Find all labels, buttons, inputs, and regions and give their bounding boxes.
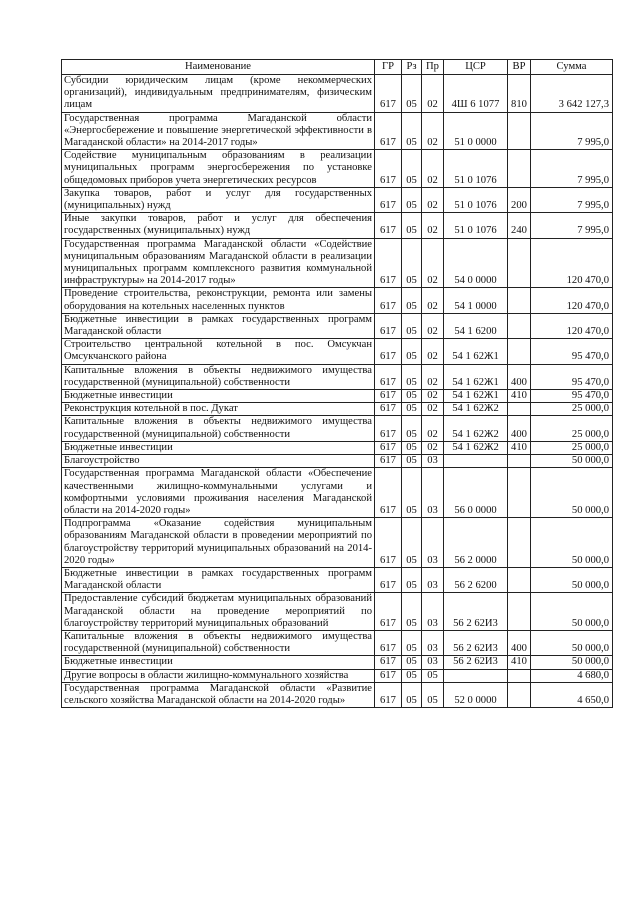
- cell-name: Капитальные вложения в объекты недвижимого имущества государственной (муниципальной) собственности: [62, 416, 375, 441]
- cell-pr: 02: [422, 213, 444, 238]
- cell-rz: 05: [402, 682, 422, 707]
- cell-sum: 7 995,0: [531, 112, 613, 150]
- cell-vr: 400: [508, 416, 531, 441]
- cell-pr: 03: [422, 593, 444, 631]
- cell-vr: 400: [508, 364, 531, 389]
- table-row: [62, 630, 613, 655]
- cell-pr: 05: [422, 669, 444, 682]
- cell-rz: 05: [402, 441, 422, 454]
- cell-name: Иные закупки товаров, работ и услуг для обеспечения государственных (муниципальных) нужд: [62, 213, 375, 238]
- cell-pr: 02: [422, 441, 444, 454]
- cell-gr: 617: [375, 213, 402, 238]
- table-row: [62, 75, 613, 113]
- cell-name: Проведение строительства, реконструкции, ремонта или замены оборудования на котельных населенных пунктов: [62, 288, 375, 313]
- cell-rz: 05: [402, 313, 422, 338]
- cell-name: Предоставление субсидий бюджетам муниципальных образований Магаданской области на проведение мероприятий по благоустройству территорий муниципальных образований: [62, 593, 375, 631]
- cell-gr: 617: [375, 669, 402, 682]
- table-row: [62, 468, 613, 518]
- cell-rz: 05: [402, 468, 422, 518]
- cell-name: Капитальные вложения в объекты недвижимого имущества государственной (муниципальной) собственности: [62, 364, 375, 389]
- header-pr: Пр: [422, 60, 444, 75]
- cell-gr: 617: [375, 441, 402, 454]
- cell-name: Капитальные вложения в объекты недвижимого имущества государственной (муниципальной) собственности: [62, 630, 375, 655]
- cell-rz: 05: [402, 187, 422, 212]
- cell-gr: 617: [375, 567, 402, 592]
- cell-rz: 05: [402, 213, 422, 238]
- cell-name: Государственная программа Магаданской области «Развитие сельского хозяйства Магаданской области на 2014-2020 годы»: [62, 682, 375, 707]
- cell-name: Государственная программа Магаданской области «Обеспечение качественными жилищно-коммунальными услугами и комфортными условиями проживания населения Магаданской области на 2014-2020 годы»: [62, 468, 375, 518]
- cell-pr: 02: [422, 416, 444, 441]
- cell-name: Бюджетные инвестиции: [62, 441, 375, 454]
- cell-gr: 617: [375, 455, 402, 468]
- cell-pr: 02: [422, 238, 444, 288]
- cell-gr: 617: [375, 416, 402, 441]
- header-name: Наименование: [62, 60, 375, 75]
- table-row: [62, 390, 613, 403]
- cell-gr: 617: [375, 468, 402, 518]
- table-row: [62, 567, 613, 592]
- cell-gr: 617: [375, 288, 402, 313]
- cell-pr: 03: [422, 518, 444, 568]
- table-header-row: [62, 60, 613, 75]
- table-row: [62, 441, 613, 454]
- cell-vr: [508, 339, 531, 364]
- table-row: [62, 187, 613, 212]
- header-sum: Сумма: [531, 60, 613, 75]
- cell-vr: [508, 468, 531, 518]
- table-row: [62, 313, 613, 338]
- cell-sum: 4 680,0: [531, 669, 613, 682]
- cell-name: Реконструкция котельной в пос. Дукат: [62, 403, 375, 416]
- cell-pr: 03: [422, 630, 444, 655]
- budget-document: [61, 59, 612, 708]
- header-csr: ЦСР: [444, 60, 508, 75]
- cell-vr: [508, 313, 531, 338]
- budget-table: [61, 59, 613, 708]
- cell-name: Государственная программа Магаданской области «Энергосбережение и повышение энергетической эффективности в Магаданской области» на 2014-2017 годы»: [62, 112, 375, 150]
- cell-vr: 200: [508, 187, 531, 212]
- cell-sum: 25 000,0: [531, 416, 613, 441]
- cell-pr: 02: [422, 75, 444, 113]
- cell-csr: 54 1 62Ж2: [444, 441, 508, 454]
- cell-rz: 05: [402, 364, 422, 389]
- cell-vr: [508, 238, 531, 288]
- table-body: [62, 75, 613, 708]
- cell-pr: 03: [422, 656, 444, 669]
- cell-sum: 50 000,0: [531, 656, 613, 669]
- cell-rz: 05: [402, 150, 422, 188]
- cell-pr: 02: [422, 390, 444, 403]
- cell-gr: 617: [375, 403, 402, 416]
- cell-name: Закупка товаров, работ и услуг для государственных (муниципальных) нужд: [62, 187, 375, 212]
- cell-gr: 617: [375, 187, 402, 212]
- table-row: [62, 593, 613, 631]
- cell-vr: [508, 518, 531, 568]
- cell-gr: 617: [375, 518, 402, 568]
- cell-name: Государственная программа Магаданской области «Содействие муниципальным образованиям Магаданской области в реализации муниципальных программ комплексного развития коммунальной инфраструктуры» на 2014-2017 годы»: [62, 238, 375, 288]
- cell-vr: [508, 682, 531, 707]
- cell-rz: 05: [402, 669, 422, 682]
- cell-gr: 617: [375, 364, 402, 389]
- cell-sum: 7 995,0: [531, 213, 613, 238]
- table-row: [62, 518, 613, 568]
- cell-rz: 05: [402, 416, 422, 441]
- cell-rz: 05: [402, 339, 422, 364]
- cell-rz: 05: [402, 403, 422, 416]
- cell-csr: 54 1 0000: [444, 288, 508, 313]
- cell-csr: 51 0 1076: [444, 187, 508, 212]
- cell-rz: 05: [402, 567, 422, 592]
- cell-rz: 05: [402, 112, 422, 150]
- cell-sum: 120 470,0: [531, 238, 613, 288]
- cell-csr: 56 2 62И3: [444, 630, 508, 655]
- table-row: [62, 669, 613, 682]
- cell-pr: 02: [422, 364, 444, 389]
- cell-csr: 56 2 0000: [444, 518, 508, 568]
- cell-gr: 617: [375, 656, 402, 669]
- cell-sum: 120 470,0: [531, 313, 613, 338]
- cell-csr: 56 2 62И3: [444, 656, 508, 669]
- cell-vr: [508, 567, 531, 592]
- cell-csr: 56 0 0000: [444, 468, 508, 518]
- cell-csr: 56 2 6200: [444, 567, 508, 592]
- table-row: [62, 238, 613, 288]
- cell-name: Бюджетные инвестиции: [62, 656, 375, 669]
- cell-pr: 03: [422, 455, 444, 468]
- cell-gr: 617: [375, 238, 402, 288]
- cell-vr: 410: [508, 656, 531, 669]
- cell-sum: 95 470,0: [531, 339, 613, 364]
- table-row: [62, 112, 613, 150]
- cell-pr: 02: [422, 313, 444, 338]
- table-row: [62, 364, 613, 389]
- cell-csr: 54 1 62Ж2: [444, 416, 508, 441]
- cell-sum: 25 000,0: [531, 403, 613, 416]
- cell-csr: [444, 455, 508, 468]
- cell-gr: 617: [375, 150, 402, 188]
- cell-vr: 240: [508, 213, 531, 238]
- cell-name: Строительство центральной котельной в пос. Омсукчан Омсукчанского района: [62, 339, 375, 364]
- cell-sum: 4 650,0: [531, 682, 613, 707]
- cell-name: Бюджетные инвестиции: [62, 390, 375, 403]
- cell-name: Содействие муниципальным образованиям в реализации муниципальных программ энергосбережения по установке общедомовых приборов учета энергетических ресурсов: [62, 150, 375, 188]
- cell-vr: [508, 455, 531, 468]
- cell-pr: 02: [422, 112, 444, 150]
- cell-csr: 54 1 62Ж2: [444, 403, 508, 416]
- cell-rz: 05: [402, 288, 422, 313]
- header-vr: ВР: [508, 60, 531, 75]
- cell-pr: 02: [422, 403, 444, 416]
- cell-rz: 05: [402, 238, 422, 288]
- cell-csr: 54 1 62Ж1: [444, 364, 508, 389]
- cell-sum: 3 642 127,3: [531, 75, 613, 113]
- table-row: [62, 682, 613, 707]
- table-row: [62, 288, 613, 313]
- cell-csr: 51 0 0000: [444, 112, 508, 150]
- cell-rz: 05: [402, 593, 422, 631]
- table-row: [62, 455, 613, 468]
- cell-pr: 03: [422, 567, 444, 592]
- table-row: [62, 339, 613, 364]
- cell-sum: 50 000,0: [531, 567, 613, 592]
- cell-sum: 7 995,0: [531, 150, 613, 188]
- cell-csr: 54 1 62Ж1: [444, 390, 508, 403]
- cell-csr: 54 1 6200: [444, 313, 508, 338]
- table-row: [62, 150, 613, 188]
- cell-pr: 02: [422, 150, 444, 188]
- cell-gr: 617: [375, 112, 402, 150]
- cell-vr: 410: [508, 390, 531, 403]
- cell-vr: 400: [508, 630, 531, 655]
- cell-sum: 95 470,0: [531, 364, 613, 389]
- header-gr: ГР: [375, 60, 402, 75]
- cell-sum: 95 470,0: [531, 390, 613, 403]
- cell-sum: 50 000,0: [531, 468, 613, 518]
- cell-pr: 03: [422, 468, 444, 518]
- cell-vr: [508, 112, 531, 150]
- cell-sum: 25 000,0: [531, 441, 613, 454]
- cell-sum: 50 000,0: [531, 455, 613, 468]
- cell-rz: 05: [402, 630, 422, 655]
- cell-gr: 617: [375, 593, 402, 631]
- cell-csr: 54 1 62Ж1: [444, 339, 508, 364]
- cell-gr: 617: [375, 313, 402, 338]
- cell-vr: [508, 288, 531, 313]
- table-row: [62, 403, 613, 416]
- cell-vr: 410: [508, 441, 531, 454]
- cell-gr: 617: [375, 630, 402, 655]
- cell-pr: 02: [422, 288, 444, 313]
- table-row: [62, 416, 613, 441]
- cell-vr: [508, 403, 531, 416]
- cell-gr: 617: [375, 339, 402, 364]
- cell-sum: 50 000,0: [531, 593, 613, 631]
- cell-csr: 4Ш 6 1077: [444, 75, 508, 113]
- cell-csr: 51 0 1076: [444, 150, 508, 188]
- cell-name: Бюджетные инвестиции в рамках государственных программ Магаданской области: [62, 313, 375, 338]
- cell-rz: 05: [402, 518, 422, 568]
- cell-name: Благоустройство: [62, 455, 375, 468]
- cell-gr: 617: [375, 390, 402, 403]
- cell-vr: [508, 669, 531, 682]
- cell-rz: 05: [402, 75, 422, 113]
- cell-vr: [508, 150, 531, 188]
- cell-sum: 50 000,0: [531, 518, 613, 568]
- cell-gr: 617: [375, 75, 402, 113]
- header-rz: Рз: [402, 60, 422, 75]
- cell-csr: 51 0 1076: [444, 213, 508, 238]
- cell-pr: 05: [422, 682, 444, 707]
- cell-sum: 7 995,0: [531, 187, 613, 212]
- cell-name: Субсидии юридическим лицам (кроме некоммерческих организаций), индивидуальным предпринимателям, физическим лицам: [62, 75, 375, 113]
- table-row: [62, 213, 613, 238]
- cell-gr: 617: [375, 682, 402, 707]
- cell-vr: [508, 593, 531, 631]
- cell-name: Другие вопросы в области жилищно-коммунального хозяйства: [62, 669, 375, 682]
- cell-vr: 810: [508, 75, 531, 113]
- cell-name: Подпрограмма «Оказание содействия муниципальным образованиям Магаданской области в проведении мероприятий по благоустройству территорий муниципальных образований на 2014-2020 годы»: [62, 518, 375, 568]
- cell-sum: 120 470,0: [531, 288, 613, 313]
- cell-csr: [444, 669, 508, 682]
- cell-rz: 05: [402, 455, 422, 468]
- table-row: [62, 656, 613, 669]
- cell-pr: 02: [422, 339, 444, 364]
- cell-rz: 05: [402, 656, 422, 669]
- cell-sum: 50 000,0: [531, 630, 613, 655]
- cell-rz: 05: [402, 390, 422, 403]
- cell-pr: 02: [422, 187, 444, 212]
- cell-csr: 56 2 62И3: [444, 593, 508, 631]
- cell-csr: 52 0 0000: [444, 682, 508, 707]
- cell-csr: 54 0 0000: [444, 238, 508, 288]
- cell-name: Бюджетные инвестиции в рамках государственных программ Магаданской области: [62, 567, 375, 592]
